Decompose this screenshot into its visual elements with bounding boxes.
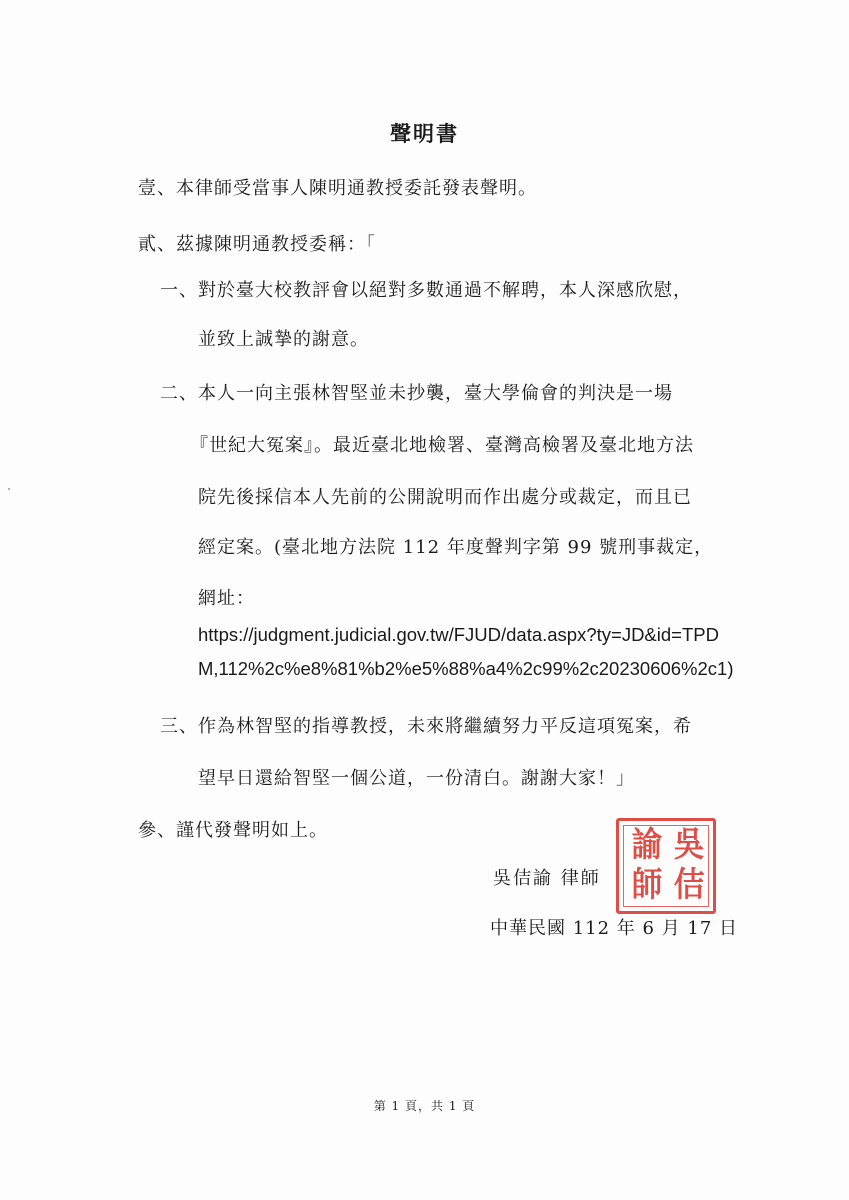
item-1-line-2: 並致上誠摯的謝意。 xyxy=(198,329,369,350)
scan-speck xyxy=(8,488,10,490)
paragraph-3: 參、謹代發聲明如上。 xyxy=(138,820,328,841)
seal-glyph: 吳 xyxy=(673,825,705,865)
item-3-line-2: 望早日還給智堅一個公道，一份清白。謝謝大家！」 xyxy=(198,768,635,789)
item-2-line-4: 經定案。(臺北地方法院 112 年度聲判字第 99 號刑事裁定， xyxy=(198,537,714,558)
seal-glyph: 師 xyxy=(631,865,663,905)
item-3-line-1: 三、作為林智堅的指導教授，未來將繼續努力平反這項冤案，希 xyxy=(160,716,692,737)
seal-glyph: 佶 xyxy=(673,865,705,905)
item-2-line-3: 院先後採信本人先前的公開說明而作出處分或裁定，而且已 xyxy=(198,487,692,508)
paragraph-2: 貳、茲據陳明通教授委稱：「 xyxy=(138,234,376,255)
paragraph-1: 壹、本律師受當事人陳明通教授委託發表聲明。 xyxy=(138,178,537,199)
lawyer-seal-stamp xyxy=(616,818,716,914)
lawyer-signature: 吳佶諭 律師 xyxy=(493,868,601,889)
item-2-line-2: 『世紀大冤案』。最近臺北地檢署、臺灣高檢署及臺北地方法 xyxy=(190,435,694,456)
item-2-line-5: 網址： xyxy=(198,588,255,609)
document-title: 聲明書 xyxy=(390,121,459,146)
item-1-line-1: 一、對於臺大校教評會以絕對多數通過不解聘，本人深感欣慰， xyxy=(160,280,692,301)
item-2-line-1: 二、本人一向主張林智堅並未抄襲，臺大學倫會的判決是一場 xyxy=(160,383,673,404)
judgment-url-line-2: M,112%2c%e8%81%b2%e5%88%a4%2c99%2c20230606%2c1) xyxy=(198,658,734,679)
page-number-footer: 第 1 頁，共 1 頁 xyxy=(373,1099,476,1113)
judgment-url-line-1: https://judgment.judicial.gov.tw/FJUD/data.aspx?ty=JD&id=TPD xyxy=(198,624,719,645)
document-date: 中華民國 112 年 6 月 17 日 xyxy=(490,918,739,939)
seal-glyph: 諭 xyxy=(631,825,663,865)
